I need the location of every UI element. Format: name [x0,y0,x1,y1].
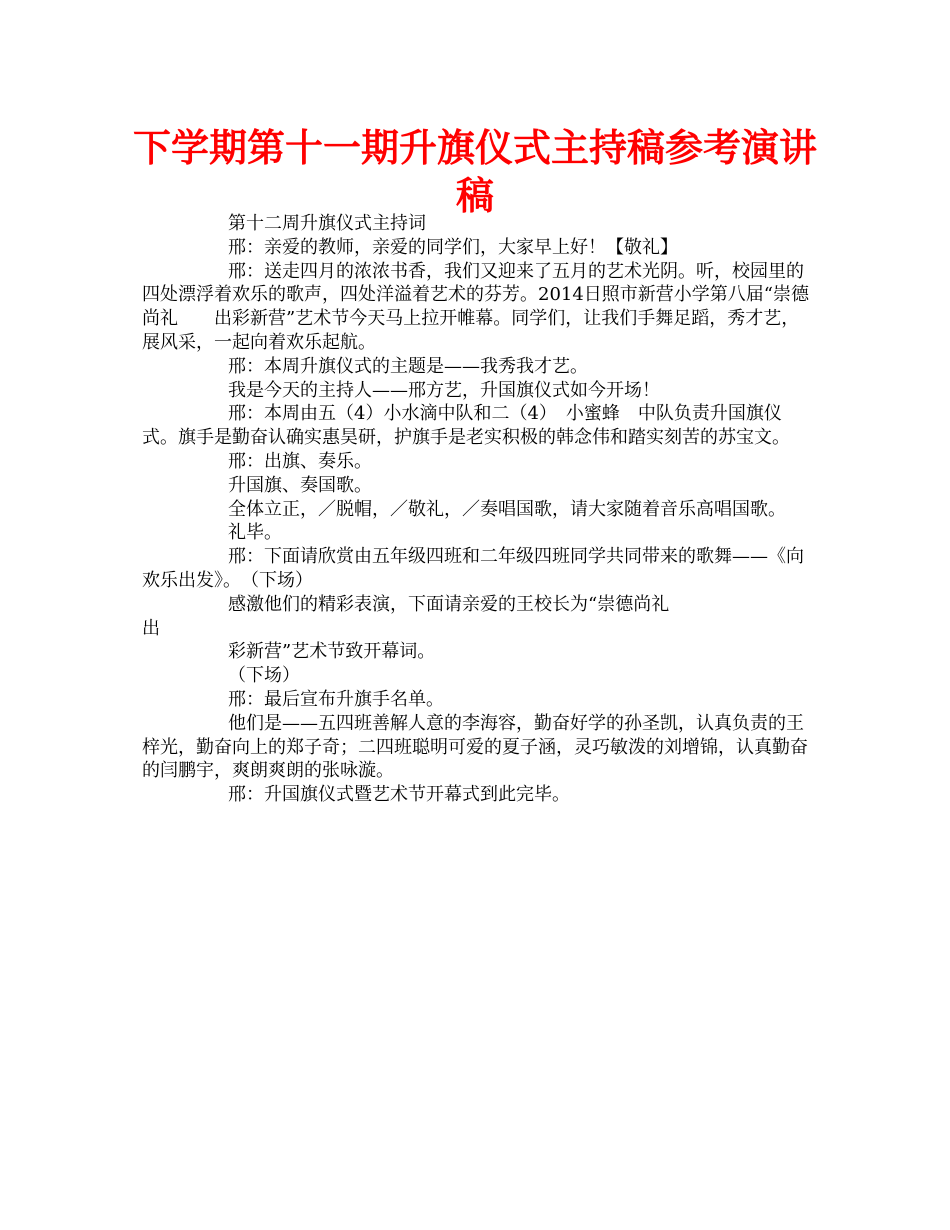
paragraph: 我是今天的主持人——邢方艺，升国旗仪式如今开场！ [228,379,660,401]
paragraph: 他们是——五四班善解人意的李海容，勤奋好学的孙圣凯，认真负责的王梓光，勤奋向上的郑子奇；二四班聪明可爱的夏子涵，灵巧敏泼的刘增锦，认真勤奋的闫鹏宇，爽朗爽朗的张咏漩。 [142,712,808,782]
paragraph: 邢：下面请欣赏由五年级四班和二年级四班同学共同带来的歌舞——《向欢乐出发》。 （下场） [142,546,804,591]
paragraph: 邢：本周由五（4）小水滴中队和二（4） 小蜜蜂 中队负责升国旗仪式。旗手是勤奋认确实惠昊研，护旗手是老实积极的韩念伟和踏实刻苦的苏宝文。 [142,403,790,449]
paragraph: 邢：送走四月的浓浓书香，我们又迎来了五月的艺术光阴。听，校园里的四处漂浮着欢乐的歌声，四处洋溢着艺术的芬芳。2014日照市新营小学第八届“崇德尚礼 出彩新营”艺术节今天马上拉开帷幕。同学们，让我们手舞足蹈，秀才艺，展风采，一起向着欢乐起航。 [142,260,810,353]
paragraph: 彩新营”艺术节致开幕词。 [228,641,436,663]
paragraph: 感激他们的精彩表演，下面请亲爱的王校长为“崇德尚礼 [228,593,670,615]
paragraph: 邢：最后宣布升旗手名单。 [228,688,444,710]
paragraph: 第十二周升旗仪式主持词 [228,213,426,234]
paragraph: 升国旗、奏国歌。 [228,474,372,496]
paragraph: 出 [142,617,160,639]
paragraph: 邢：亲爱的教师，亲爱的同学们，大家早上好！【敬礼】 [228,236,678,258]
paragraph: （下场） [228,665,300,687]
document-body [142,212,814,807]
paragraph: 邢：出旗、奏乐。 [228,450,372,472]
paragraph: 邢：本周升旗仪式的主题是——我秀我才艺。 [228,355,588,377]
paragraph: 礼毕。 [228,522,282,544]
paragraph: 邢：升国旗仪式暨艺术节开幕式到此完毕。 [228,784,570,806]
paragraph: 全体立正，／脱帽，／敬礼，／奏唱国歌，请大家随着音乐高唱国歌。 [228,498,786,520]
document-title: 下学期第十一期升旗仪式主持稿参考演讲稿 [132,126,817,218]
